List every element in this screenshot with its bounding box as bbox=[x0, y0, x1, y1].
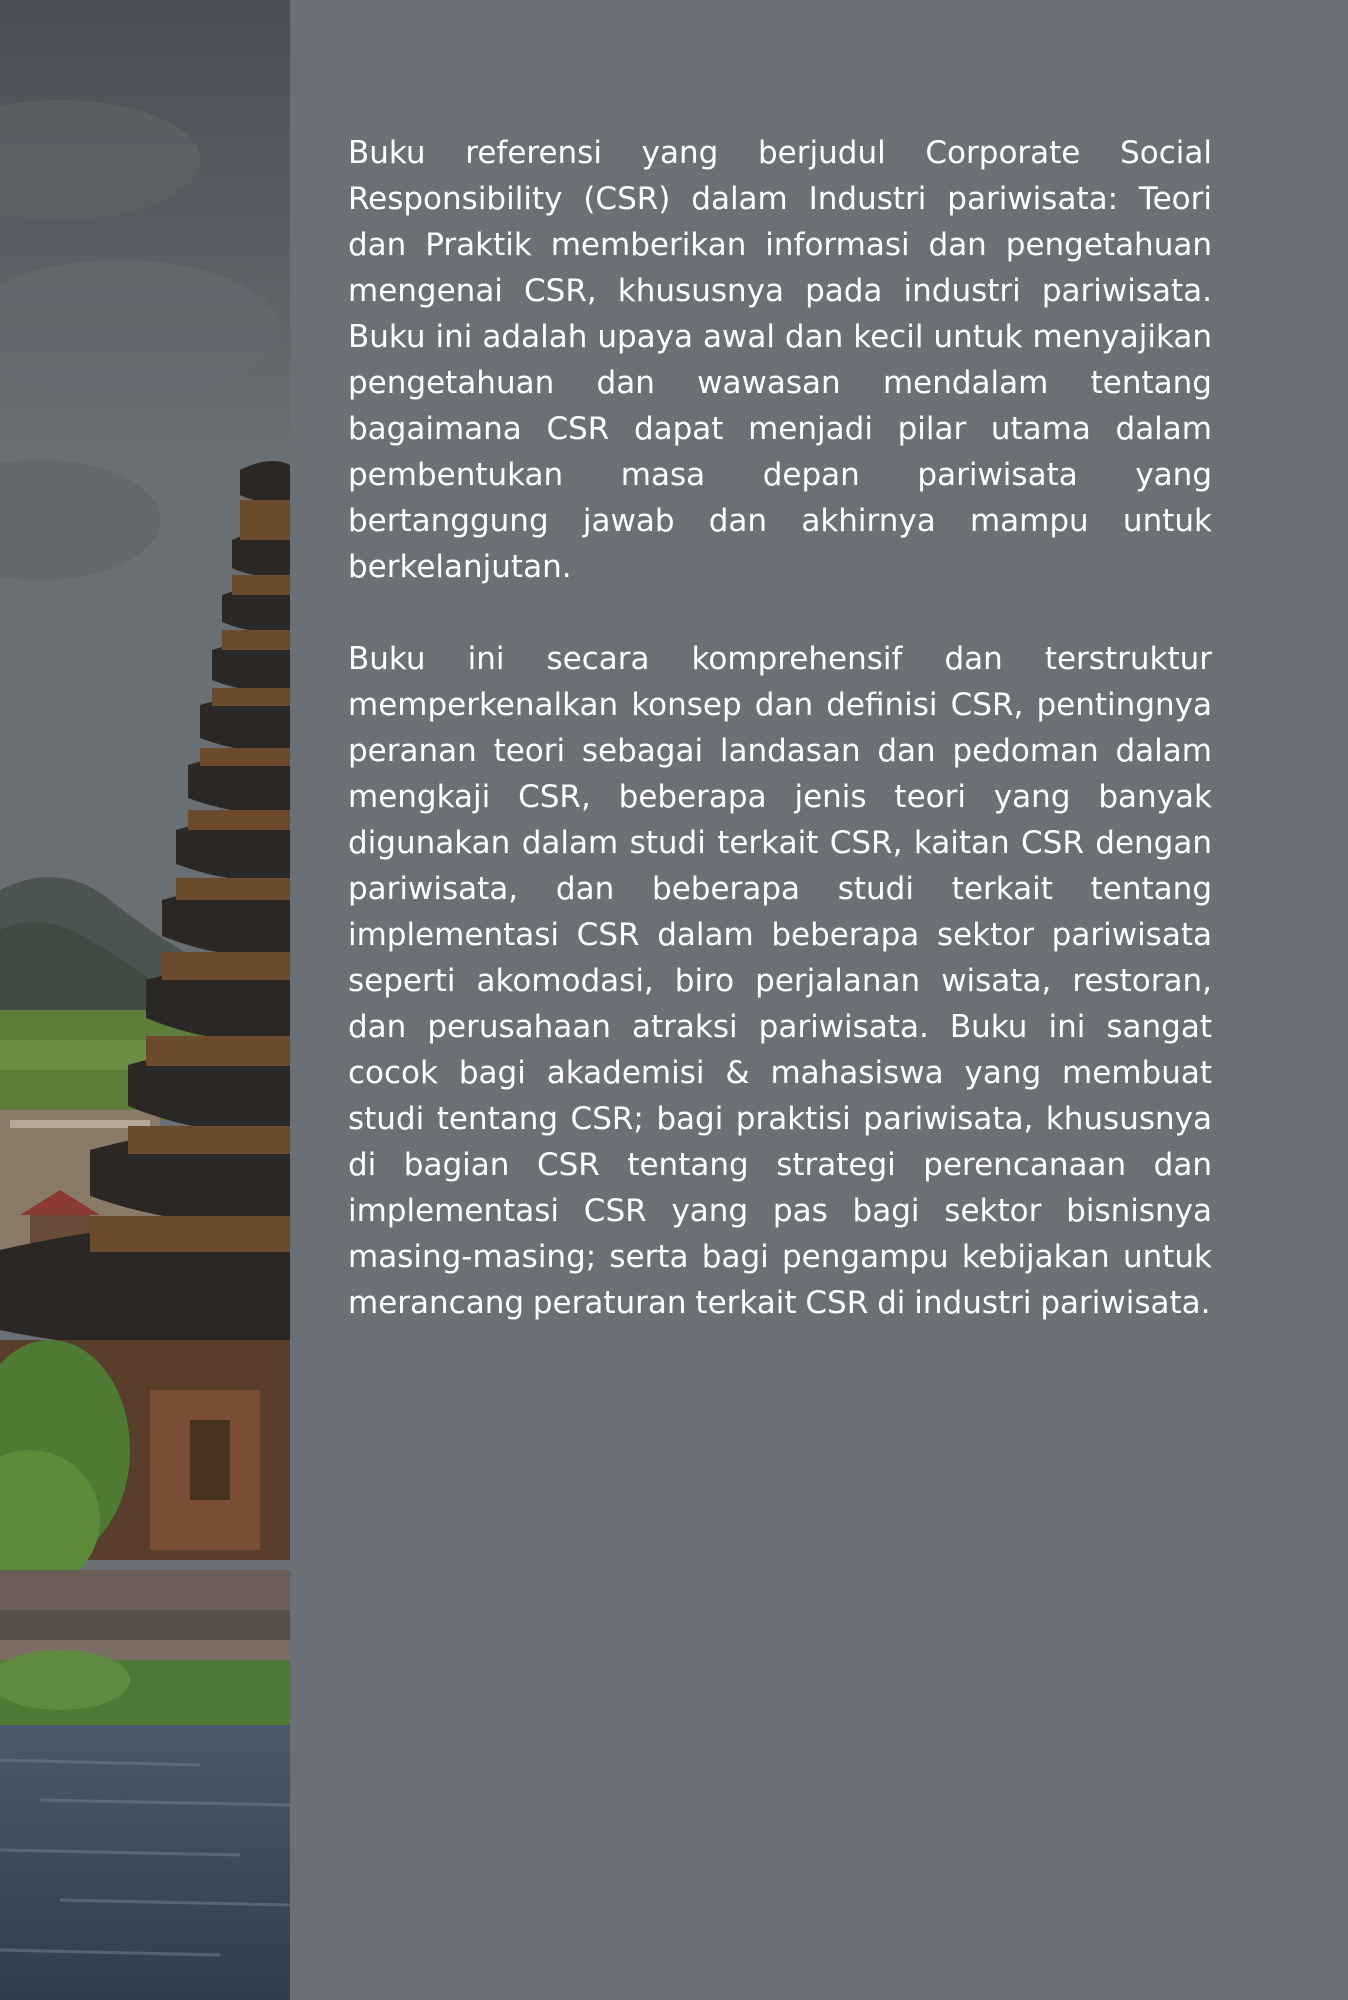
balinese-temple-photo bbox=[0, 0, 290, 2000]
book-description bbox=[348, 130, 1212, 1372]
description-paragraph-2: Buku ini secara komprehensif dan terstruktur memperkenalkan konsep dan definisi CSR, pentingnya peranan teori sebagai landasan dan pedoman dalam mengkaji CSR, beberapa jenis teori yang banyak digunakan dalam studi terkait CSR, kaitan CSR dengan pariwisata, dan beberapa studi terkait tentang implementasi CSR dalam beberapa sektor pariwisata seperti akomodasi, biro perjalanan wisata, restoran, dan perusahaan atraksi pariwisata. Buku ini sangat cocok bagi akademisi & mahasiswa yang membuat studi tentang CSR; bagi praktisi pariwisata, khususnya di bagian CSR tentang strategi perencanaan dan implementasi CSR yang pas bagi sektor bisnisnya masing-masing; serta bagi pengampu kebijakan untuk merancang peraturan terkait CSR di industri pariwisata. bbox=[348, 641, 1212, 1321]
description-panel bbox=[290, 0, 1348, 2000]
description-paragraph-1: Buku referensi yang berjudul Corporate Social Responsibility (CSR) dalam Industri pariwisata: Teori dan Praktik memberikan informasi dan pengetahuan mengenai CSR, khususnya pada industri pariwisata. Buku ini adalah upaya awal dan kecil untuk menyajikan pengetahuan dan wawasan mendalam tentang bagaimana CSR dapat menjadi pilar utama dalam pembentukan masa depan pariwisata yang bertanggung jawab dan akhirnya mampu untuk berkelanjutan. bbox=[348, 135, 1212, 585]
